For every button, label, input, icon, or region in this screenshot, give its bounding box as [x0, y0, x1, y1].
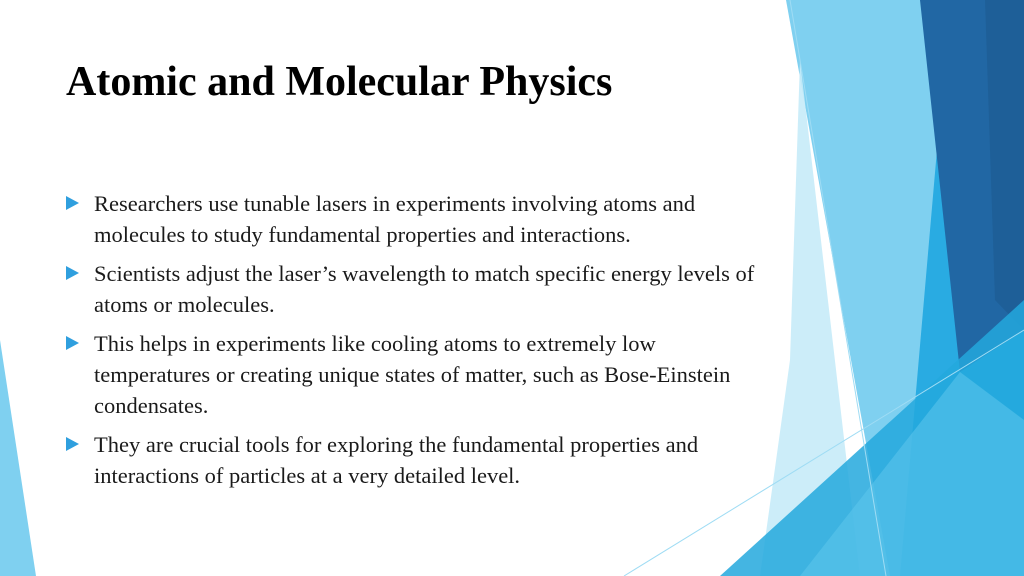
bullet-text: Scientists adjust the laser’s wavelength to match specific energy levels of atoms or molecules. — [94, 261, 755, 317]
triangle-right-icon — [66, 266, 79, 280]
bullet-item — [66, 258, 756, 320]
bullet-list — [66, 188, 756, 499]
bullet-text: This helps in experiments like cooling atoms to extremely low temperatures or creating unique states of matter, such as Bose-Einstein condensates. — [94, 331, 731, 418]
triangle-right-icon — [66, 336, 79, 350]
triangle-right-icon — [66, 437, 79, 451]
bullet-text: Researchers use tunable lasers in experiments involving atoms and molecules to study fundamental properties and interactions. — [94, 191, 696, 247]
slide-title: Atomic and Molecular Physics — [66, 59, 613, 105]
bullet-text: They are crucial tools for exploring the fundamental properties and interactions of particles at a very detailed level. — [94, 432, 699, 488]
left-edge-accent-shape — [0, 340, 36, 576]
bullet-item — [66, 328, 756, 421]
triangle-right-icon — [66, 196, 79, 210]
bullet-item — [66, 429, 756, 491]
bullet-item — [66, 188, 756, 250]
